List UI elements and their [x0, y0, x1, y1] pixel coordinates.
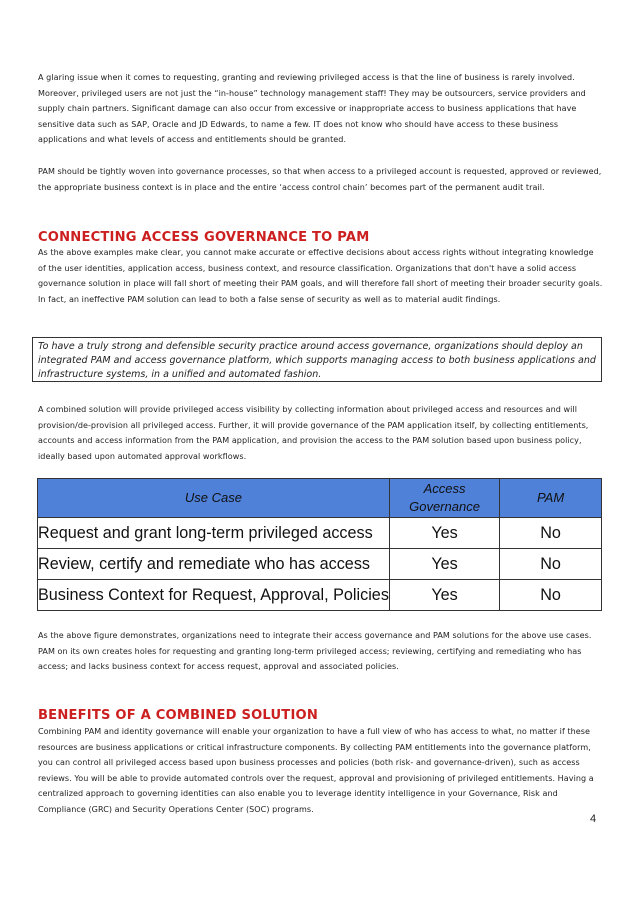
table-header-row	[38, 479, 602, 518]
row-use-case: Business Context for Request, Approval, Policies	[38, 580, 390, 611]
header-pam: PAM	[500, 479, 602, 518]
row-access-governance: Yes	[389, 549, 499, 580]
row-access-governance: Yes	[389, 580, 499, 611]
row-pam: No	[500, 549, 602, 580]
section2-paragraph-1: Combining PAM and identity governance will enable your organization to have a full view of who has access to what, no matter if these resources are business applications or critical infrastructure components. By collecting PAM entitlements into the governance platform, you can control all privileged access based upon business processes and policies (both risk- and governance-driven), such as access reviews. You will be able to provide automated controls over the request, approval and provisioning of privileged entitlements. Having a centralized approach to governing identities can also enable you to leverage identity intelligence in your Governance, Risk and Compliance (GRC) and Security Operations Center (SOC) programs.	[38, 727, 594, 814]
header-access-governance-line1: Access	[423, 481, 466, 496]
table-row	[38, 580, 602, 611]
section-heading-benefits: BENEFITS OF A COMBINED SOLUTION	[38, 708, 319, 723]
callout-box	[32, 337, 602, 382]
intro-paragraph-1: A glaring issue when it comes to requesting, granting and reviewing privileged access is that the line of business is rarely involved. Moreover, privileged users are not just the “in-house” technology management staff! They may be outsourcers, service providers and supply chain partners. Significant damage can also occur from excessive or inappropriate access to business applications that have sensitive data such as SAP, Oracle and JD Edwards, to name a few. IT does not know who should have access to these business applications and what levels of access and entitlements should be granted.	[38, 73, 586, 145]
table-row	[38, 549, 602, 580]
row-use-case: Review, certify and remediate who has access	[38, 549, 390, 580]
callout-text: To have a truly strong and defensible security practice around access governance, organizations should deploy an integrated PAM and access governance platform, which supports managing access to both business applications and infrastructure systems, in a unified and automated fashion.	[38, 341, 596, 381]
section1-paragraph-2: A combined solution will provide privileged access visibility by collecting information about privileged access and resources and will provision/de-provision all privileged access. Further, it will provide governance of the PAM application itself, by collecting entitlements, accounts and access information from the PAM application, and provision the access to the PAM solution based upon business policy, ideally based upon automated approval workflows.	[38, 405, 589, 461]
header-access-governance	[389, 479, 499, 518]
header-access-governance-line2: Governance	[409, 499, 480, 514]
section1-paragraph-1: As the above examples make clear, you cannot make accurate or effective decisions about access rights without integrating knowledge of the user identities, application access, business context, and resource classification. Organizations that don't have a solid access governance solution in place will fall short of meeting their PAM goals, and will therefore fall short of meeting their broader security goals. In fact, an ineffective PAM solution can lead to both a false sense of security as well as to material audit findings.	[38, 248, 603, 304]
intro-paragraph-2: PAM should be tightly woven into governance processes, so that when access to a privileged account is requested, approved or reviewed, the appropriate business context is in place and the entire ‘access control chain’ becomes part of the permanent audit trail.	[38, 167, 602, 192]
row-access-governance: Yes	[389, 518, 499, 549]
row-pam: No	[500, 580, 602, 611]
after-table-paragraph: As the above figure demonstrates, organizations need to integrate their access governance and PAM solutions for the above use cases. PAM on its own creates holes for requesting and granting long-term privileged access; reviewing, certifying and remediating who has access; and lacks business context for access request, approval and associated policies.	[38, 631, 592, 672]
header-use-case: Use Case	[38, 479, 390, 518]
row-use-case: Request and grant long-term privileged access	[38, 518, 390, 549]
comparison-table	[37, 478, 602, 611]
row-pam: No	[500, 518, 602, 549]
page-number: 4	[590, 813, 597, 825]
table-row	[38, 518, 602, 549]
section-heading-connecting: CONNECTING ACCESS GOVERNANCE TO PAM	[38, 230, 370, 245]
